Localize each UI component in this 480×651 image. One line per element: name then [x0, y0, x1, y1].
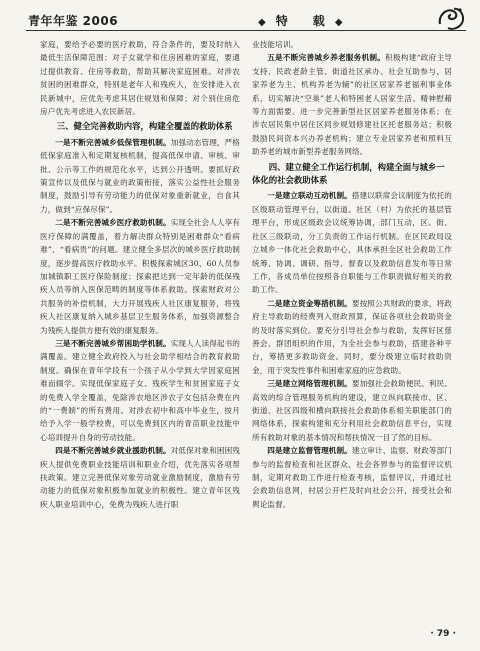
paragraph — [40, 136, 240, 216]
paragraph — [252, 377, 452, 444]
subsection-heading: 一是不断完善城乡低保管理机制。 — [55, 137, 171, 147]
paragraph-text: 要按照公共财政的要求，将政府主导救助的经费列入财政预算，保证各项社会救助资金的及时落实到位。要充分引导社会参与救助，发挥好区慈善会、群团组织的作用，为全社会参与救助，搭建各种平台，筹措更多救助资金。同时，要分级建立临时救助资金，用于突发性事件和困难家庭的应急救助。 — [252, 298, 452, 375]
subsection-heading: 一是建立联动互动机制。 — [267, 191, 352, 201]
paragraph — [40, 337, 240, 444]
paragraph-text: 搭建以联席会议制度为依托的区级联动管理平台，以街道、社区（村）为依托的基层管理平台，形成区级政会议统筹协调，部门互动，区、街、社区三级联动，分工负责的工作运行机制。在区民政局设立城乡一体化社会救助中心，具体承担全区社会救助工作统筹、协调、调研、指导、督查以及救助信息发布等日常工作，各成员单位按照各自职能与工作职责做好相关的救助工作。 — [252, 191, 452, 295]
subsection-heading: 五是不断完善城乡养老服务机制。 — [267, 53, 386, 63]
left-column — [40, 38, 240, 628]
section-char-2: 载 — [312, 14, 325, 28]
section-heading: 四、建立健全工作运行机制，构建全面与城乡一体化的社会救助体系 — [252, 161, 445, 186]
paragraph-text: 要加强社会救助便民、利民、高效的综合管理服务机构的建设，建立纵向联接市、区、街道、社区四级和横向联接社会救助体系相关职能部门的网络体系，探索构建和充分利用社会救助信息平台，实现所有救助对象的基本情况和帮扶情况一目了然的目标。 — [252, 379, 452, 442]
paragraph-text: 实现全社会人人享有医疗保障的满覆盖，着力解决群众特别是困难群众“看病难”、“看病贵”的问题。建立健全多层次的城乡医疗救助制度，逐步提高医疗救助水平。积极探索城区30、60人员参加城镇职工医疗保险制度；探索把达到一定年龄的低保残疾人员等纳入医保范畴的制度等体系救助。探索财政对公共服务的补偿机制，大力开展残疾人社区康复服务，将残疾人社区康复纳入城乡基层卫生服务体系，加强资源整合为残疾人提供方便有效的康复服务。 — [40, 218, 240, 335]
subsection-heading: 二是建立资金筹措机制。 — [267, 298, 352, 308]
paragraph-text: 加强动态管理，严格低保家庭准入和定期复核机制，提高低保申请、审核、审批、公示等工作的规范化水平，达到公开透明。要抓好政策宣传以及低保与就业的政策衔接，落实公益性社会服务制度，鼓励引导有劳动能力的低保对象重新就业，自食其力，做到“应保尽保”。 — [40, 137, 240, 214]
paragraph-text: 积极构建“政府主导支持、民政老龄主管、街道社区承办、社会互助参与、居家养老为主、机构养老为辅”的社区居家养老福利事业体系，切实解决“空巢”老人和特困老人居家生活、精神慰藉等方面需要。进一步完善新型社区居家养老服务体系；在涉农居民集中居住区同步规划修建社区托老服务站；积极鼓励民间资本兴办养老机构；建立专业居家养老和照料互助养老的城市新型养老服务网络。 — [252, 53, 452, 157]
subsection-heading: 二是不断完善城乡医疗救助机制。 — [55, 218, 171, 228]
paragraph — [40, 216, 240, 337]
subsection-heading: 四是不断完善城乡就业援助机制。 — [55, 446, 171, 456]
paragraph — [252, 297, 452, 377]
page-number: · 79 · — [430, 629, 456, 639]
page-header — [26, 8, 466, 31]
paragraph-text: 实现人人读得起书的满覆盖。建立健全政府投入与社会助学相结合的教育救助制度。确保在青年学段有一个孩子从小学到大学因家庭困难而辍学。实现低保家庭子女、残疾学生和贫困家庭子女的免费入学全覆盖，免除涉农地区涉农子女包括杂费在内的“一费制”的所有费用。对涉农初中和高中毕业生，按月给予入学一般学校费，可以免费到区内的青苗职业技能中心培训提升自身的劳动技能。 — [40, 338, 240, 442]
paragraph-text: 建立审计、监察、财政等部门参与的监督检查和社区群众、社会各界参与的监督评议机制，定期对救助工作进行检查考核，监督评议，并通过社会救助信息网，村居公开栏及时向社会公开，接受社会和舆论监督。 — [252, 446, 452, 509]
paragraph — [252, 189, 452, 296]
subsection-heading: 三是不断完善城乡帮困助学机制。 — [55, 338, 171, 348]
subsection-heading: 四是建立监督管理机制。 — [267, 446, 352, 456]
paragraph — [40, 38, 240, 118]
journal-title: 青年年鉴 2006 — [28, 14, 119, 28]
paragraph — [252, 51, 452, 158]
paragraph — [252, 444, 452, 511]
paragraph-text: 家庭，要给予必要的医疗救助，符合条件的，要及时纳入最低生活保障范围；对子女就学和住房困难的家庭，要通过提供教育、住房等救助，帮助其解决家庭困难。对涉农贫困的困难群众，特别是老年人和残疾人，在安排进入农民新城中，应优先考虑其居住规划和保障；对个别住房危房户优先考虑进入农民新居。 — [40, 40, 240, 117]
paragraph — [40, 444, 240, 511]
diamond-icon: ◆ — [334, 17, 343, 28]
subsection-heading: 三是建立网络管理机制。 — [267, 379, 352, 389]
paragraph — [252, 38, 452, 51]
right-column — [252, 38, 452, 628]
section-heading: 三、健全完善救助内容，构建全覆盖的救助体系 — [56, 121, 233, 132]
section-char-1: 特 — [275, 14, 288, 28]
paragraph-text: 对低保对象和困困残疾人提供免费职业技能培训和职业介绍，优先落实各项帮扶政策。建立完善低保对象劳动就业激励制度，激励有劳动能力的低保对象积极参加就业的积极性。建立青年区残疾人职业培训中心，免费为残疾人进行职 — [40, 446, 240, 509]
section-title — [248, 12, 353, 29]
diamond-icon: ◆ — [258, 17, 266, 28]
swirl-logo-icon — [436, 4, 466, 32]
paragraph-text: 业技能培训。 — [252, 40, 299, 49]
